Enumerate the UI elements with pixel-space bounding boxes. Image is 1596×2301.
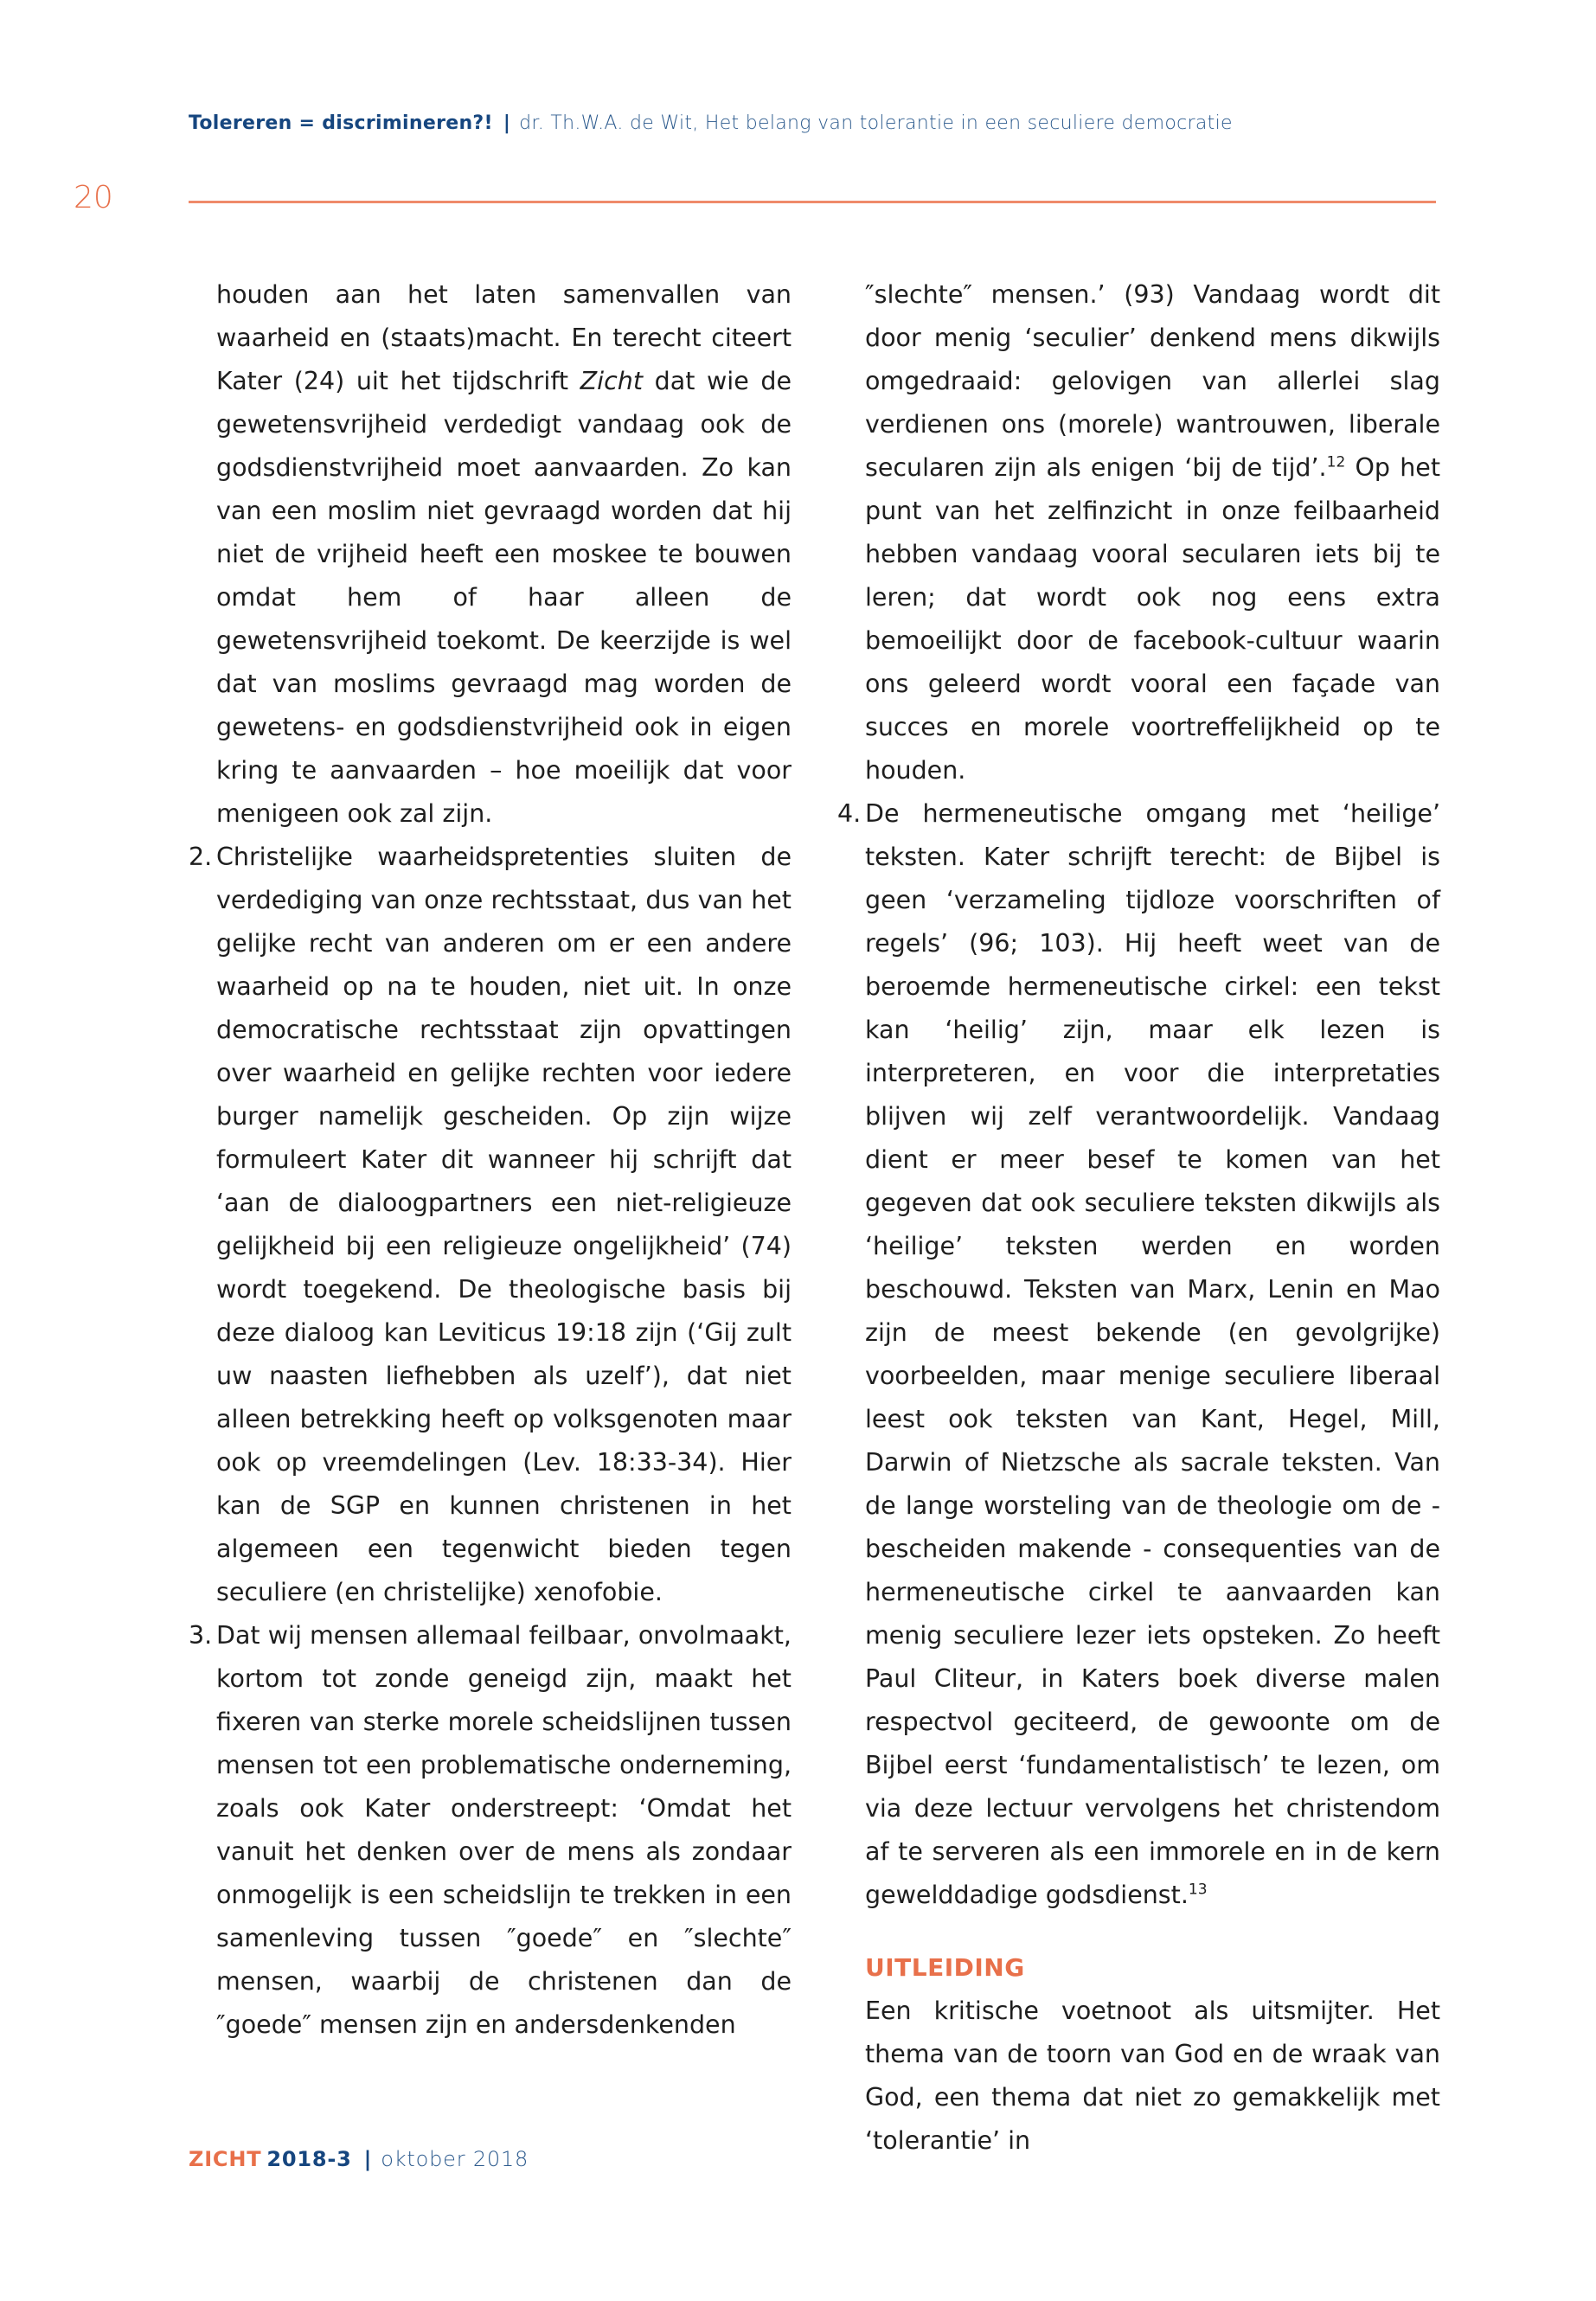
list-number: 4. bbox=[837, 799, 862, 828]
continuation-paragraph bbox=[216, 273, 792, 836]
list-item-3 bbox=[189, 1614, 792, 2047]
left-column bbox=[189, 273, 792, 2047]
footnote-reference-13[interactable]: 13 bbox=[1188, 1881, 1208, 1899]
section-paragraph: Een kritische voetnoot als uitsmijter. Het thema van de toorn van God en de wraak van God, een thema dat niet zo gemakkelijk met ‘tolerantie’ in bbox=[865, 1997, 1440, 2155]
list-number: 3. bbox=[189, 1621, 213, 1650]
footer-separator: | bbox=[363, 2147, 373, 2171]
section-heading: UITLEIDING bbox=[865, 1953, 1025, 1982]
paragraph-text: ″slechte″ mensen.’ (93) Vandaag wordt dit door menig ‘seculier’ denkend mens dikwijls omgedraaid: gelovigen van allerlei slag verdienen ons (morele) wantrouwen, liberale secularen zijn als enigen ‘bij de tijd’. bbox=[865, 280, 1440, 482]
paragraph-text: Op het punt van het zelfinzicht in onze feilbaarheid hebben vandaag vooral secularen iets bij te leren; dat wordt ook nog eens extra bemoeilijkt door de facebook-cultuur waarin ons geleerd wordt vooral een façade van succes en morele voortreffelijkheid op te houden. bbox=[865, 453, 1440, 785]
list-item-text: De hermeneutische omgang met ‘heilige’ teksten. Kater schrijft terecht: de Bijbel is geen ‘verzameling tijdloze voorschriften of regels’ (96; 103). Hij heeft weet van de beroemde hermeneutische cirkel: een tekst kan ‘heilig’ zijn, maar elk lezen is interpreteren, en voor die interpretaties blijven wij zelf verantwoordelijk. Vandaag dient er meer besef te komen van het gegeven dat ook seculiere teksten dikwijls als ‘heilige’ teksten werden en worden beschouwd. Teksten van Marx, Lenin en Mao zijn de meest bekende (en gevolgrijke) voorbeelden, maar menige seculiere liberaal leest ook teksten van Kant, Hegel, Mill, Darwin of Nietzsche als sacrale teksten. Van de lange worsteling van de theologie om de - bescheiden makende - consequenties van de hermeneutische cirkel te aanvaarden kan menig seculiere lezer iets opsteken. Zo heeft Paul Cliteur, in Katers boek diverse malen respectvol geciteerd, de gewoonte om de Bijbel eerst ‘fundamentalistisch’ te lezen, om via deze lectuur vervolgens het christendom af te serveren als een immorele en in de kern gewelddadige godsdienst. bbox=[865, 799, 1440, 1909]
header-separator: | bbox=[503, 112, 511, 134]
right-column bbox=[837, 273, 1440, 2163]
list-number: 2. bbox=[189, 843, 213, 871]
list-item-2 bbox=[189, 836, 792, 1614]
list-item-4 bbox=[837, 792, 1440, 1917]
article-byline: dr. Th.W.A. de Wit, Het belang van tolerantie in een seculiere democratie bbox=[519, 112, 1233, 134]
page-number: 20 bbox=[74, 180, 113, 215]
journal-theme-title: Tolereren = discrimineren?! bbox=[189, 112, 493, 134]
issue-date: oktober 2018 bbox=[381, 2147, 529, 2171]
continuation-paragraph bbox=[865, 273, 1440, 792]
issue-number: 2018-3 bbox=[266, 2147, 352, 2171]
running-header bbox=[189, 112, 1233, 134]
list-item-text: Dat wij mensen allemaal feilbaar, onvolmaakt, kortom tot zonde geneigd zijn, maakt het fixeren van sterke morele scheidslijnen tussen mensen tot een problematische onderneming, zoals ook Kater onderstreept: ‘Omdat het vanuit het denken over de mens als zondaar onmogelijk is een scheidslijn te trekken in een samenleving tussen ″goede″ en ″slechte″ mensen, waarbij de christenen dan de ″goede″ mensen zijn en andersdenkenden bbox=[216, 1621, 792, 2039]
header-rule-divider bbox=[189, 201, 1436, 203]
magazine-brand: ZICHT bbox=[189, 2147, 262, 2171]
paragraph-text: dat wie de gewetensvrijheid verdedigt vandaag ook de godsdienstvrijheid moet aanvaarden. Zo kan van een moslim niet gevraagd worden dat hij niet de vrijheid heeft een moskee te bouwen omdat hem of haar alleen de gewetensvrijheid toekomt. De keerzijde is wel dat van moslims gevraagd mag worden de gewetens- en godsdienstvrijheid ook in eigen kring te aanvaarden – hoe moeilijk dat voor menigeen ook zal zijn. bbox=[216, 367, 792, 828]
list-item-text: Christelijke waarheidspretenties sluiten de verdediging van onze rechtsstaat, dus van het gelijke recht van anderen om er een andere waarheid op na te houden, niet uit. In onze democratische rechtsstaat zijn opvattingen over waarheid en gelijke rechten voor iedere burger namelijk gescheiden. Op zijn wijze formuleert Kater dit wanneer hij schrijft dat ‘aan de dialoogpartners een niet-religieuze gelijkheid bij een religieuze ongelijkheid’ (74) wordt toegekend. De theologische basis bij deze dialoog kan Leviticus 19:18 zijn (‘Gij zult uw naasten liefhebben als uzelf’), dat niet alleen betrekking heeft op volksgenoten maar ook op vreemdelingen (Lev. 18:33-34). Hier kan de SGP en kunnen christenen in het algemeen een tegenwicht bieden tegen seculiere (en christelijke) xenofobie. bbox=[216, 843, 792, 1606]
page-footer bbox=[189, 2147, 529, 2171]
paragraph-text: houden aan het laten samenvallen van waarheid en (staats)macht. En terecht citeert Kater (24) uit het tijdschrift bbox=[216, 280, 792, 395]
footnote-reference-12[interactable]: 12 bbox=[1326, 453, 1346, 471]
journal-name-italic: Zicht bbox=[580, 367, 644, 395]
